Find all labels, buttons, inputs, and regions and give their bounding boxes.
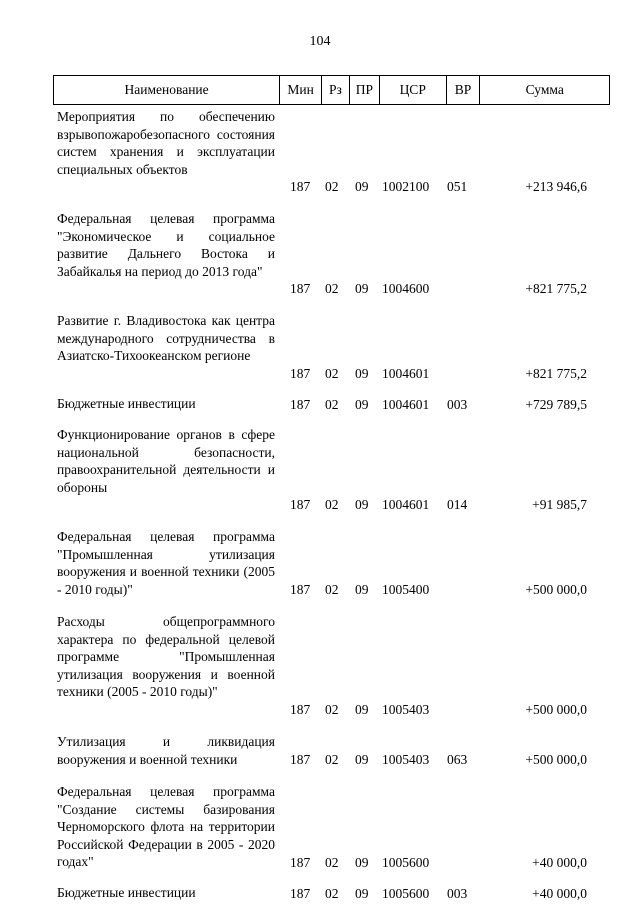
- row-sum: +821 775,2: [525, 365, 587, 381]
- row-rz: 02: [325, 885, 339, 901]
- row-csr: 1005400: [382, 581, 430, 597]
- table-row: [0, 210, 640, 297]
- table-row: [0, 426, 640, 513]
- row-csr: 1005403: [382, 751, 430, 767]
- row-rz: 02: [325, 701, 339, 717]
- row-sum: +500 000,0: [525, 581, 587, 597]
- row-name: Функционирование органов в сфере национальной безопасности, правоохранительной деятельности и обороны: [57, 427, 275, 495]
- row-sum: +40 000,0: [532, 885, 587, 901]
- row-name: Федеральная целевая программа "Промышленная утилизация вооружения и военной техники (2005 - 2010 годы)": [57, 529, 275, 597]
- row-pr: 09: [355, 365, 369, 381]
- row-name: Бюджетные инвестиции: [57, 396, 196, 411]
- row-min: 187: [290, 701, 311, 717]
- row-name: Бюджетные инвестиции: [57, 885, 196, 900]
- table-row: [0, 613, 640, 718]
- row-min: 187: [290, 280, 311, 296]
- table-row: [0, 733, 640, 768]
- table-body: [0, 108, 640, 902]
- table-row: [0, 395, 640, 413]
- row-min: 187: [290, 581, 311, 597]
- row-min: 187: [290, 396, 311, 412]
- header-csr: ЦСР: [379, 76, 446, 104]
- row-rz: 02: [325, 280, 339, 296]
- table-row: [0, 528, 640, 598]
- row-rz: 02: [325, 496, 339, 512]
- row-pr: 09: [355, 396, 369, 412]
- row-pr: 09: [355, 854, 369, 870]
- table-row: [0, 884, 640, 902]
- row-pr: 09: [355, 496, 369, 512]
- row-name: Федеральная целевая программа "Создание системы базирования Черноморского флота на территории Российской Федерации в 2005 - 2020 годах": [57, 784, 275, 869]
- table-row: [0, 108, 640, 195]
- row-pr: 09: [355, 751, 369, 767]
- row-name: Мероприятия по обеспечению взрывопожаробезопасного состояния систем хранения и эксплуатации специальных объектов: [57, 109, 275, 177]
- row-rz: 02: [325, 751, 339, 767]
- row-csr: 1004601: [382, 396, 430, 412]
- row-csr: 1004601: [382, 365, 430, 381]
- row-sum: +821 775,2: [525, 280, 587, 296]
- row-min: 187: [290, 854, 311, 870]
- row-csr: 1002100: [382, 178, 430, 194]
- row-vr: 051: [447, 178, 468, 194]
- row-csr: 1005600: [382, 854, 430, 870]
- row-rz: 02: [325, 854, 339, 870]
- row-vr: 063: [447, 751, 468, 767]
- header-sum: Сумма: [479, 76, 609, 104]
- row-name: Развитие г. Владивостока как центра международного сотрудничества в Азиатско-Тихоокеанском регионе: [57, 313, 275, 363]
- row-sum: +500 000,0: [525, 751, 587, 767]
- row-sum: +40 000,0: [532, 854, 587, 870]
- row-name: Расходы общепрограммного характера по федеральной целевой программе "Промышленная утилизация вооружения и военной техники (2005 - 2010 годы)": [57, 614, 275, 699]
- row-csr: 1005600: [382, 885, 430, 901]
- page-number: 104: [309, 34, 331, 49]
- row-min: 187: [290, 496, 311, 512]
- header-vr: ВР: [446, 76, 480, 104]
- row-csr: 1004601: [382, 496, 430, 512]
- row-pr: 09: [355, 885, 369, 901]
- table-header: [53, 75, 610, 105]
- table-row: [0, 312, 640, 382]
- row-rz: 02: [325, 178, 339, 194]
- row-name: Утилизация и ликвидация вооружения и военной техники: [57, 734, 275, 767]
- row-pr: 09: [355, 581, 369, 597]
- header-rz: Рз: [321, 76, 349, 104]
- row-vr: 003: [447, 885, 468, 901]
- header-pr: ПР: [349, 76, 379, 104]
- row-pr: 09: [355, 178, 369, 194]
- row-csr: 1004600: [382, 280, 430, 296]
- row-rz: 02: [325, 396, 339, 412]
- table-row: [0, 783, 640, 871]
- row-rz: 02: [325, 365, 339, 381]
- row-name: Федеральная целевая программа "Экономическое и социальное развитие Дальнего Востока и Забайкалья на период до 2013 года": [57, 211, 275, 279]
- header-name: Наименование: [124, 82, 209, 97]
- row-pr: 09: [355, 280, 369, 296]
- row-sum: +91 985,7: [532, 496, 587, 512]
- row-pr: 09: [355, 701, 369, 717]
- row-min: 187: [290, 885, 311, 901]
- row-sum: +213 946,6: [525, 178, 587, 194]
- row-csr: 1005403: [382, 701, 430, 717]
- row-min: 187: [290, 178, 311, 194]
- row-sum: +729 789,5: [525, 396, 587, 412]
- row-sum: +500 000,0: [525, 701, 587, 717]
- row-vr: 003: [447, 396, 468, 412]
- header-min: Мин: [279, 76, 321, 104]
- row-min: 187: [290, 365, 311, 381]
- row-vr: 014: [447, 496, 468, 512]
- row-rz: 02: [325, 581, 339, 597]
- row-min: 187: [290, 751, 311, 767]
